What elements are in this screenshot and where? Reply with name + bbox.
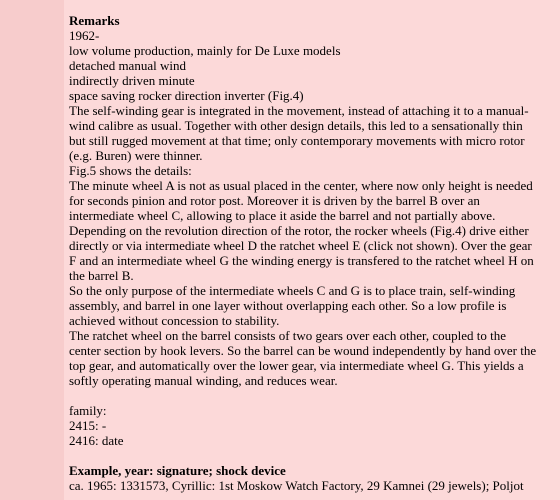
paragraph-rotor-direction: Depending on the revolution direction of the rotor, the rocker wheels (Fig.4) drive either directly or via intermediate wheel D the ratchet wheel E (click not shown). Over the gear F and an intermediate wheel G the winding energy is transfered to the ratchet wheel H on the barrel B. [69,223,534,283]
remark-line: indirectly driven minute [69,73,195,88]
family-label: family: [69,403,107,418]
remark-line: 1962- [69,28,100,43]
remark-line: detached manual wind [69,58,186,73]
remarks-section [69,13,537,493]
remark-line: low volume production, mainly for De Luxe models [69,43,341,58]
examples-heading: Example, year: signature; shock device [69,463,286,478]
remarks-heading: Remarks [69,13,120,28]
remark-line: space saving rocker direction inverter (Fig.4) [69,88,304,103]
paragraph-self-winding: The self-winding gear is integrated in the movement, instead of attaching it to a manual-wind calibre as usual. Together with other design details, this led to a sensationally thin but still rugged movement at that time; only contemporary movements with micro rotor (e.g. Buren) were thinner. [69,103,529,163]
paragraph-intermediate-wheels: So the only purpose of the intermediate wheels C and G is to place train, self-winding assembly, and barrel in one layer without overlapping each other. So a low profile is achieved without concession to stability. [69,283,516,328]
example-item: ca. 1965: 1331573, Cyrillic: 1st Moskow Watch Factory, 29 Kamnei (29 jewels); Poljot [69,478,524,493]
paragraph-ratchet-wheel: The ratchet wheel on the barrel consists of two gears over each other, coupled to the center section by hook levers. So the barrel can be wound independently by hand over the top gear, and automatically over the lower gear, via intermediate wheel G. This yields a softly operating manual winding, and reduces wear. [69,328,537,388]
paragraph-minute-wheel: The minute wheel A is not as usual placed in the center, where now only height is needed for seconds pinion and rotor post. Moreover it is driven by the barrel B over an intermediate wheel C, allowing to place it aside the barrel and not partially above. [69,178,533,223]
family-item: 2415: - [69,418,107,433]
fig5-intro: Fig.5 shows the details: [69,163,192,178]
family-item: 2416: date [69,433,124,448]
